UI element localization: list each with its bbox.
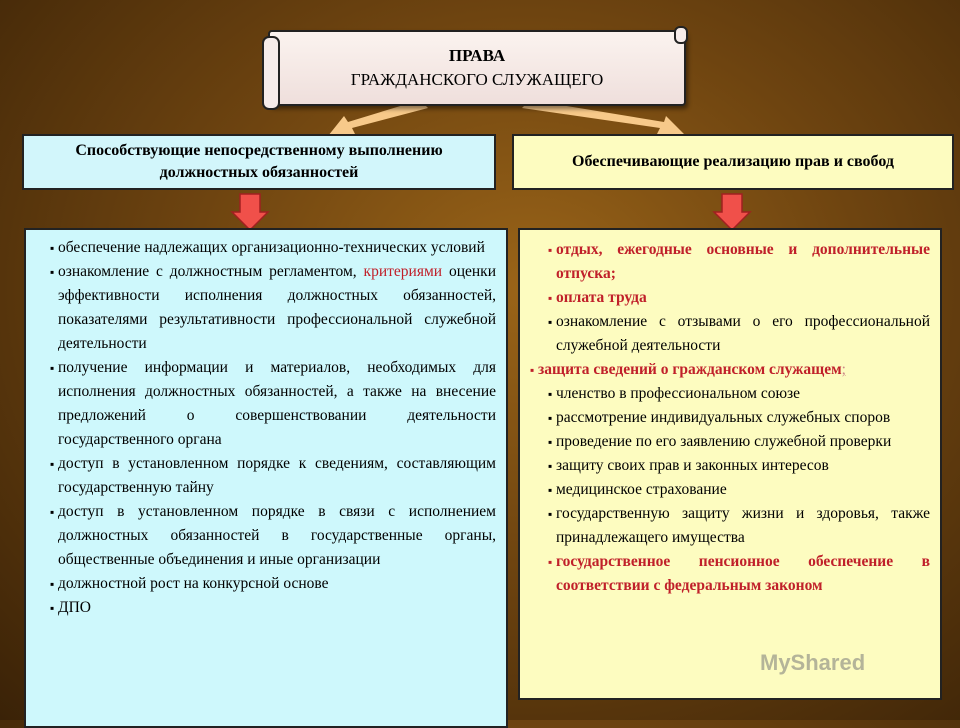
list-item-text: государственное пенсионное обеспечение в соответствии с федеральным законом — [556, 553, 930, 594]
right-header-text: Обеспечивающие реализацию прав и свобод — [572, 153, 894, 170]
list-item-text: государственную защиту жизни и здоровья, также принадлежащего имущества — [556, 505, 930, 546]
watermark: MyShared — [760, 650, 866, 675]
list-item — [58, 260, 496, 356]
list-item-text: должностной рост на конкурсной основе — [58, 575, 329, 592]
list-item-text: защита сведений о гражданском служащем — [538, 361, 842, 378]
list-item-text: ДПО — [58, 599, 91, 616]
list-item-text: отдых, ежегодные основные и дополнительные отпуска; — [556, 241, 930, 282]
list-item — [58, 596, 496, 620]
left-header — [22, 134, 496, 190]
list-item-text: рассмотрение индивидуальных служебных споров — [556, 409, 891, 426]
title-line-1: ПРАВА — [448, 46, 506, 65]
list-item — [530, 238, 930, 286]
scroll-curl-right — [674, 26, 688, 44]
list-item — [530, 286, 930, 310]
criteria-link[interactable]: критериями — [363, 263, 443, 280]
list-item — [530, 310, 930, 358]
title-scroll — [268, 30, 686, 106]
title-line-2: ГРАЖДАНСКОГО СЛУЖАЩЕГО — [350, 70, 604, 89]
list-item — [58, 452, 496, 500]
list-item-text: ознакомление с должностным регламентом, — [58, 263, 364, 280]
list-item — [530, 382, 930, 406]
list-item-text: ознакомление с отзывами о его профессиональной служебной деятельности — [556, 313, 930, 354]
list-item-text: медицинское страхование — [556, 481, 727, 498]
list-item — [530, 406, 930, 430]
list-item-text: защиту своих прав и законных интересов — [556, 457, 829, 474]
left-header-text: Способствующие непосредственному выполнению должностных обязанностей — [75, 142, 443, 181]
list-item-text: доступ в установленном порядке к сведениям, составляющим государственную тайну — [58, 455, 496, 496]
list-item — [58, 236, 496, 260]
list-item-text: получение информации и материалов, необходимых для исполнения должностных обязанностей, а также на внесение предложений о совершенствовании деятельности государственного органа — [58, 359, 496, 448]
list-item — [58, 500, 496, 572]
list-item-suffix-link[interactable]: ; — [841, 361, 846, 378]
list-item — [530, 454, 930, 478]
list-item — [530, 478, 930, 502]
down-arrow-right — [712, 192, 752, 232]
list-item — [530, 430, 930, 454]
list-item — [530, 550, 930, 598]
list-item — [530, 358, 930, 382]
list-item — [58, 572, 496, 596]
right-rights-list — [518, 228, 942, 700]
list-item — [58, 356, 496, 452]
list-item-text: доступ в установленном порядке в связи с исполнением должностных обязанностей в государственные органы, общественные объединения и иные организации — [58, 503, 496, 568]
left-rights-list — [24, 228, 508, 728]
list-item-text: проведение по его заявлению служебной проверки — [556, 433, 892, 450]
list-item-text: оценки эффективности исполнения должностных обязанностей, показателями результативности профессиональной служебной деятельности — [58, 263, 496, 352]
list-item-text: оплата труда — [556, 289, 647, 306]
right-header — [512, 134, 954, 190]
down-arrow-left — [230, 192, 270, 232]
list-item — [530, 502, 930, 550]
list-item-text: членство в профессиональном союзе — [556, 385, 801, 402]
list-item-text: обеспечение надлежащих организационно-технических условий — [58, 239, 485, 256]
